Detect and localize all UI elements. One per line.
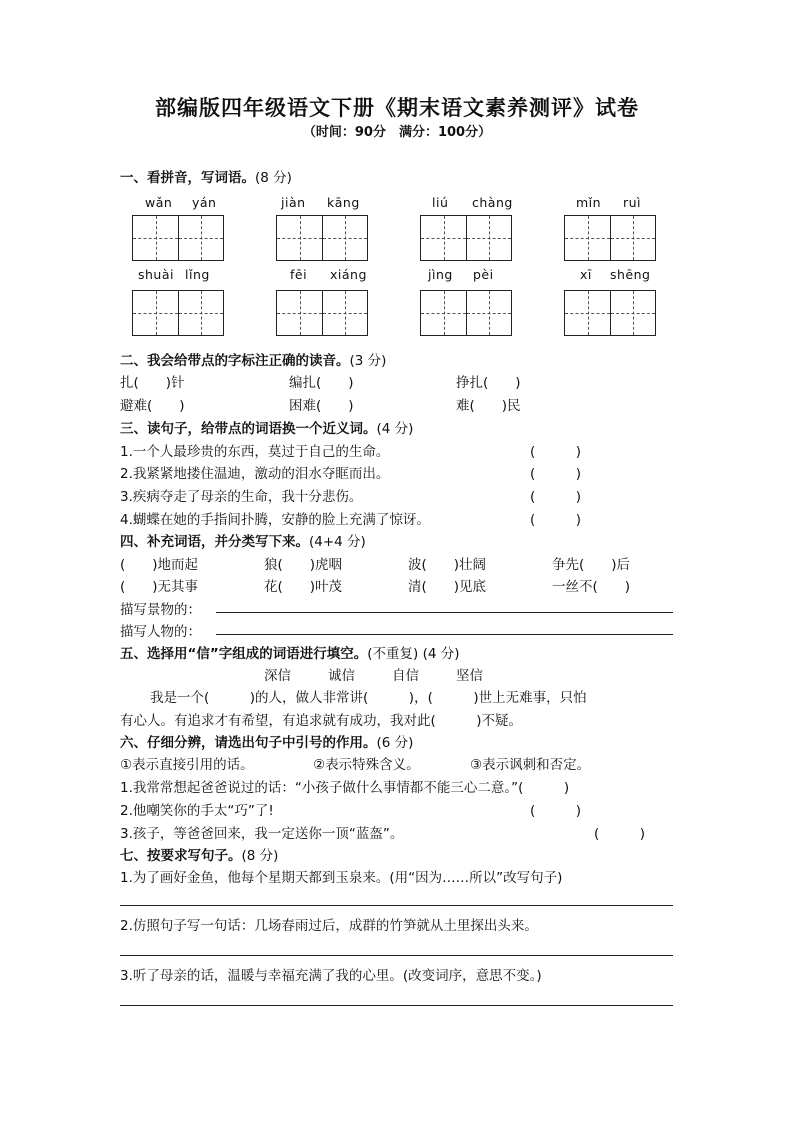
- idiom-item[interactable]: ( )地而起: [120, 557, 199, 573]
- reading-item[interactable]: 挣扎( ): [456, 375, 521, 391]
- pinyin-1a: wǎn: [145, 195, 173, 210]
- section-4-heading: 四、补充词语，并分类写下来。(4+4 分): [120, 534, 366, 550]
- writing-grid[interactable]: [420, 290, 512, 336]
- writing-grid[interactable]: [276, 290, 368, 336]
- writing-grid[interactable]: [132, 290, 224, 336]
- answer-blank[interactable]: ( ): [530, 444, 582, 460]
- idiom-item[interactable]: ( )无其事: [120, 579, 199, 595]
- idiom-item[interactable]: 狼( )虎咽: [264, 557, 343, 573]
- exam-info: （时间：90分 满分：100分）: [302, 125, 492, 140]
- quote-option: ③表示讽刺和否定。: [470, 757, 591, 773]
- idiom-item[interactable]: 波( )壮阔: [408, 557, 487, 573]
- section-2-points: (3 分): [349, 353, 387, 369]
- writing-grid[interactable]: [420, 215, 512, 261]
- pinyin-7a: jìng: [428, 267, 453, 282]
- pinyin-4a: mǐn: [576, 195, 602, 210]
- idiom-item[interactable]: 争先( )后: [552, 557, 631, 573]
- writing-grid[interactable]: [564, 215, 656, 261]
- rewrite-answer-line[interactable]: [120, 905, 673, 906]
- word-option: 深信: [264, 668, 291, 684]
- idiom-item[interactable]: 清( )见底: [408, 579, 487, 595]
- pinyin-4b: ruì: [623, 195, 642, 210]
- idiom-item[interactable]: 花( )叶茂: [264, 579, 343, 595]
- quote-question-2: 2.他嘲笑你的手太“巧”了!: [120, 803, 274, 819]
- section-1-heading: 一、看拼音，写词语。(8 分): [120, 170, 292, 186]
- pinyin-2a: jiàn: [281, 195, 306, 210]
- page-title: 部编版四年级语文下册《期末语文素养测评》试卷: [155, 95, 639, 120]
- writing-grid[interactable]: [564, 290, 656, 336]
- reading-item[interactable]: 编扎( ): [289, 375, 354, 391]
- section-5-heading: 五、选择用“信”字组成的词语进行填空。(不重复) (4 分): [120, 646, 460, 662]
- pinyin-3a: liú: [432, 195, 449, 210]
- quote-option: ②表示特殊含义。: [313, 757, 420, 773]
- rewrite-question-1: 1.为了画好金鱼，他每个星期天都到玉泉来。(用“因为……所以”改写句子): [120, 870, 563, 886]
- pinyin-8b: shēng: [610, 267, 651, 282]
- word-option: 坚信: [456, 668, 483, 684]
- pinyin-5b: lǐng: [185, 267, 210, 282]
- fill-paragraph-line1[interactable]: 我是一个( )的人，做人非常讲( )，( )世上无难事，只怕: [150, 690, 587, 706]
- people-label: 描写人物的：: [120, 624, 201, 640]
- pinyin-5a: shuài: [138, 267, 174, 282]
- section-1-points: (8 分): [255, 170, 292, 186]
- fill-paragraph-line2[interactable]: 有心人。有追求才有希望，有追求就有成功，我对此( )不疑。: [120, 713, 523, 729]
- section-6-points: (6 分): [376, 735, 414, 751]
- reading-item[interactable]: 难( )民: [456, 398, 521, 414]
- writing-grid[interactable]: [132, 215, 224, 261]
- scenery-label: 描写景物的：: [120, 602, 201, 618]
- rewrite-question-3: 3.听了母亲的话，温暖与幸福充满了我的心里。(改变词序，意思不变。): [120, 968, 542, 984]
- writing-grid[interactable]: [276, 215, 368, 261]
- scenery-answer-line[interactable]: [216, 612, 673, 613]
- section-7-points: (8 分): [241, 848, 279, 864]
- pinyin-8a: xī: [580, 267, 592, 282]
- rewrite-question-2: 2.仿照句子写一句话：几场春雨过后，成群的竹笋就从土里探出头来。: [120, 918, 538, 934]
- answer-blank[interactable]: ( ): [594, 826, 646, 842]
- answer-blank[interactable]: ( ): [530, 512, 582, 528]
- reading-item[interactable]: 困难( ): [289, 398, 354, 414]
- synonym-sentence: 1.一个人最珍贵的东西，莫过于自己的生命。: [120, 444, 390, 460]
- synonym-sentence: 4.蝴蝶在她的手指间扑腾，安静的脸上充满了惊讶。: [120, 512, 430, 528]
- rewrite-answer-line[interactable]: [120, 955, 673, 956]
- word-option: 诚信: [328, 668, 355, 684]
- answer-blank[interactable]: ( ): [530, 803, 582, 819]
- section-3-points: (4 分): [376, 421, 414, 437]
- answer-blank[interactable]: ( ): [530, 466, 582, 482]
- quote-question-3: 3.孩子，等爸爸回来，我一定送你一顶“蓝盔”。: [120, 826, 404, 842]
- synonym-sentence: 3.疾病夺走了母亲的生命，我十分悲伤。: [120, 489, 363, 505]
- section-3-heading: 三、读句子，给带点的词语换一个近义词。(4 分): [120, 421, 414, 437]
- people-answer-line[interactable]: [216, 634, 673, 635]
- pinyin-6b: xiáng: [330, 267, 367, 282]
- section-7-heading: 七、按要求写句子。(8 分): [120, 848, 279, 864]
- reading-item[interactable]: 扎( )针: [120, 375, 185, 391]
- synonym-sentence: 2.我紧紧地搂住温迪，激动的泪水夺眶而出。: [120, 466, 390, 482]
- pinyin-6a: fēi: [290, 267, 308, 282]
- pinyin-2b: kāng: [327, 195, 360, 210]
- section-5-points: (不重复) (4 分): [367, 646, 460, 662]
- answer-blank[interactable]: ( ): [530, 489, 582, 505]
- pinyin-1b: yán: [192, 195, 217, 210]
- idiom-item[interactable]: 一丝不( ): [552, 579, 631, 595]
- rewrite-answer-line[interactable]: [120, 1005, 673, 1006]
- pinyin-3b: chàng: [472, 195, 513, 210]
- pinyin-7b: pèi: [473, 267, 494, 282]
- quote-option: ①表示直接引用的话。: [120, 757, 254, 773]
- reading-item[interactable]: 避难( ): [120, 398, 185, 414]
- section-2-heading: 二、我会给带点的字标注正确的读音。(3 分): [120, 353, 387, 369]
- section-6-heading: 六、仔细分辨，请选出句子中引号的作用。(6 分): [120, 735, 414, 751]
- section-4-points: (4+4 分): [309, 534, 366, 550]
- word-option: 自信: [392, 668, 419, 684]
- quote-question-1[interactable]: 1.我常常想起爸爸说过的话：“小孩子做什么事情都不能三心二意。”( ): [120, 780, 570, 796]
